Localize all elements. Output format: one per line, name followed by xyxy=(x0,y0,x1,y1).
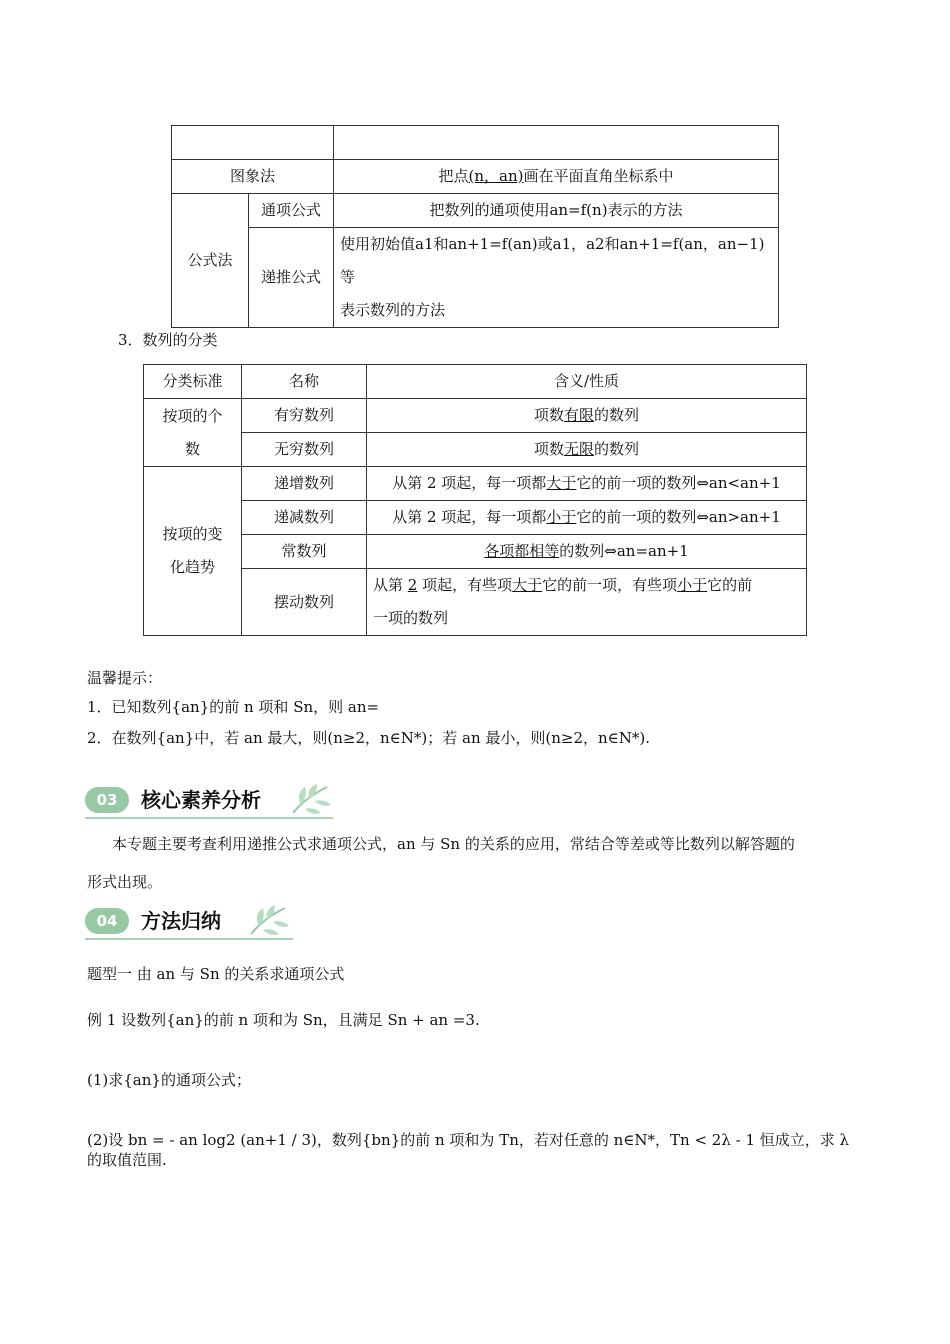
table-row xyxy=(172,126,779,160)
table-row xyxy=(172,160,779,194)
table-cell: 按项的变 化趋势 xyxy=(144,467,242,636)
table-cell: 图象法 xyxy=(172,160,334,194)
table-cell: 有穷数列 xyxy=(242,399,367,433)
section-title: 核心素养分析 xyxy=(141,788,261,812)
problem-type-heading: 题型一 由 an 与 Sn 的关系求通项公式 xyxy=(87,965,345,983)
leaf-icon xyxy=(245,904,291,938)
banner-underline xyxy=(85,938,293,940)
column-header: 分类标准 xyxy=(144,365,242,399)
question-text: (1)求{an}的通项公式； xyxy=(87,1071,251,1089)
table-cell: 递减数列 xyxy=(242,501,367,535)
table-header-row xyxy=(144,365,807,399)
table-cell: 各项都相等的数列⇔an=an+1 xyxy=(367,535,807,569)
table-row xyxy=(172,194,779,228)
section-number-badge: 03 xyxy=(85,787,129,813)
table-row xyxy=(144,501,807,535)
table-cell: 从第 2 项起，每一项都大于它的前一项的数列⇔an<an+1 xyxy=(367,467,807,501)
section-number-badge: 04 xyxy=(85,908,129,934)
analysis-text: 本专题主要考查利用递推公式求通项公式，an 与 Sn 的关系的应用，常结合等差或等比数列以解答题的 xyxy=(112,835,795,853)
classification-table xyxy=(143,364,807,636)
question-text: (2)设 bn = - an log2 (an+1 / 3)，数列{bn}的前 n 项和为 Tn，若对任意的 n∈N*，Tn < 2λ - 1 恒成立，求 λ 的取值范围. xyxy=(87,1131,850,1169)
leaf-icon xyxy=(287,783,333,817)
table-cell: 按项的个 数 xyxy=(144,399,242,467)
column-header: 名称 xyxy=(242,365,367,399)
tip-item: 2．在数列{an}中，若 an 最大，则(n≥2，n∈N*)；若 an 最小，则(n≥2，n∈N*). xyxy=(87,729,651,747)
table-row xyxy=(144,433,807,467)
table-cell: 通项公式 xyxy=(249,194,334,228)
table-row xyxy=(144,569,807,636)
section-heading: 3．数列的分类 xyxy=(118,331,218,349)
table-cell: 摆动数列 xyxy=(242,569,367,636)
table-cell: 常数列 xyxy=(242,535,367,569)
table-cell: 递增数列 xyxy=(242,467,367,501)
table-cell: 无穷数列 xyxy=(242,433,367,467)
tip-item: 1．已知数列{an}的前 n 项和 Sn，则 an= xyxy=(87,698,380,716)
table-cell: 从第 2 项起，每一项都小于它的前一项的数列⇔an>an+1 xyxy=(367,501,807,535)
underlined-text: (n，an) xyxy=(468,167,524,185)
table-row xyxy=(172,228,779,328)
table-cell: 使用初始值a1和an+1=f(an)或a1，a2和an+1=f(an，an−1)等 表示数列的方法 xyxy=(334,228,779,328)
analysis-text: 形式出现。 xyxy=(87,873,163,891)
representation-table xyxy=(171,125,779,328)
column-header: 含义/性质 xyxy=(367,365,807,399)
section-banner-04 xyxy=(85,904,295,940)
table-row xyxy=(144,535,807,569)
table-cell: 公式法 xyxy=(172,194,249,328)
table-cell: 递推公式 xyxy=(249,228,334,328)
section-banner-03 xyxy=(85,783,335,819)
tips-title: 温馨提示： xyxy=(87,669,163,687)
banner-underline xyxy=(85,817,333,819)
section-title: 方法归纳 xyxy=(141,909,221,933)
example-text: 例 1 设数列{an}的前 n 项和为 Sn，且满足 Sn + an =3. xyxy=(87,1011,480,1029)
table-cell: 项数无限的数列 xyxy=(367,433,807,467)
table-row xyxy=(144,467,807,501)
table-cell: 把数列的通项使用an=f(n)表示的方法 xyxy=(334,194,779,228)
table-row xyxy=(144,399,807,433)
table-cell: 从第 2 项起，有些项大于它的前一项，有些项小于它的前 一项的数列 xyxy=(367,569,807,636)
table-cell: 项数有限的数列 xyxy=(367,399,807,433)
table-cell: 把点(n，an)画在平面直角坐标系中 xyxy=(334,160,779,194)
